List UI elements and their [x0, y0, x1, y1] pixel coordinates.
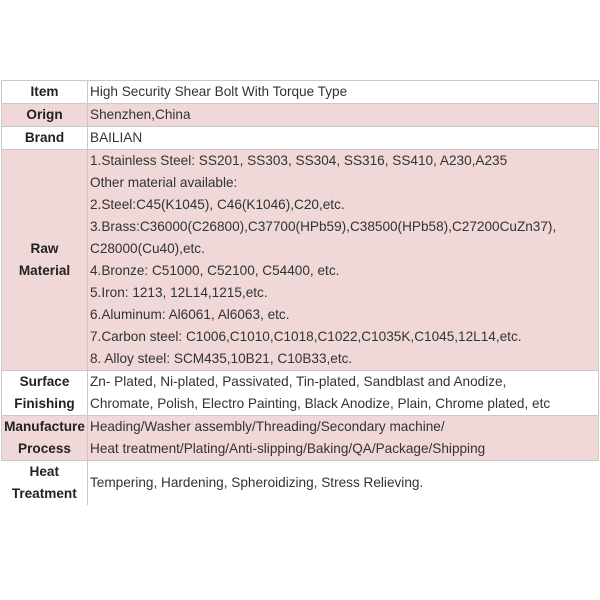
- row-value-origin: Shenzhen,China: [88, 104, 599, 127]
- material-line: 2.Steel:C45(K1045), C46(K1046),C20,etc.: [90, 197, 345, 212]
- material-line: C28000(Cu40),etc.: [90, 241, 205, 256]
- spec-row-origin: [2, 104, 599, 127]
- spec-row-item: [2, 81, 599, 104]
- spec-row-surface-finishing: [2, 371, 599, 416]
- row-value-manufacture-process: Heading/Washer assembly/Threading/Secondary machine/ Heat treatment/Plating/Anti-slipping/Baking/QA/Package/Shipping: [88, 416, 599, 461]
- product-spec-table: [1, 80, 599, 505]
- spec-row-brand: [2, 127, 599, 150]
- material-line: 3.Brass:C36000(C26800),C37700(HPb59),C38500(HPb58),C27200CuZn37),: [90, 219, 557, 234]
- row-value-heat-treatment: Tempering, Hardening, Spheroidizing, Stress Relieving.: [88, 461, 599, 506]
- material-line: 5.Iron: 1213, 12L14,1215,etc.: [90, 285, 268, 300]
- row-label-raw-material: Raw Material: [2, 150, 88, 371]
- material-line: 6.Aluminum: Al6061, Al6063, etc.: [90, 307, 290, 322]
- row-label-surface-finishing: Surface Finishing: [2, 371, 88, 416]
- material-line: 7.Carbon steel: C1006,C1010,C1018,C1022,C1035K,C1045,12L14,etc.: [90, 329, 522, 344]
- row-value-brand: BAILIAN: [88, 127, 599, 150]
- spec-row-heat-treatment: [2, 461, 599, 506]
- row-label-manufacture-process: Manufacture Process: [2, 416, 88, 461]
- spec-row-raw-material: [2, 150, 599, 371]
- row-label-item: Item: [2, 81, 88, 104]
- row-label-origin: Orign: [2, 104, 88, 127]
- material-line: 1.Stainless Steel: SS201, SS303, SS304, SS316, SS410, A230,A235: [90, 153, 508, 168]
- row-value-raw-material: [88, 150, 599, 371]
- material-line: Other material available:: [90, 175, 238, 190]
- row-value-item: High Security Shear Bolt With Torque Type: [88, 81, 599, 104]
- spec-row-manufacture-process: [2, 416, 599, 461]
- row-value-surface-finishing: Zn- Plated, Ni-plated, Passivated, Tin-plated, Sandblast and Anodize, Chromate, Polish, Electro Painting, Black Anodize, Plain, Chrome plated, etc: [88, 371, 599, 416]
- material-line: 4.Bronze: C51000, C52100, C54400, etc.: [90, 263, 340, 278]
- row-label-heat-treatment: Heat Treatment: [2, 461, 88, 506]
- material-line: 8. Alloy steel: SCM435,10B21, C10B33,etc.: [90, 351, 353, 366]
- row-label-brand: Brand: [2, 127, 88, 150]
